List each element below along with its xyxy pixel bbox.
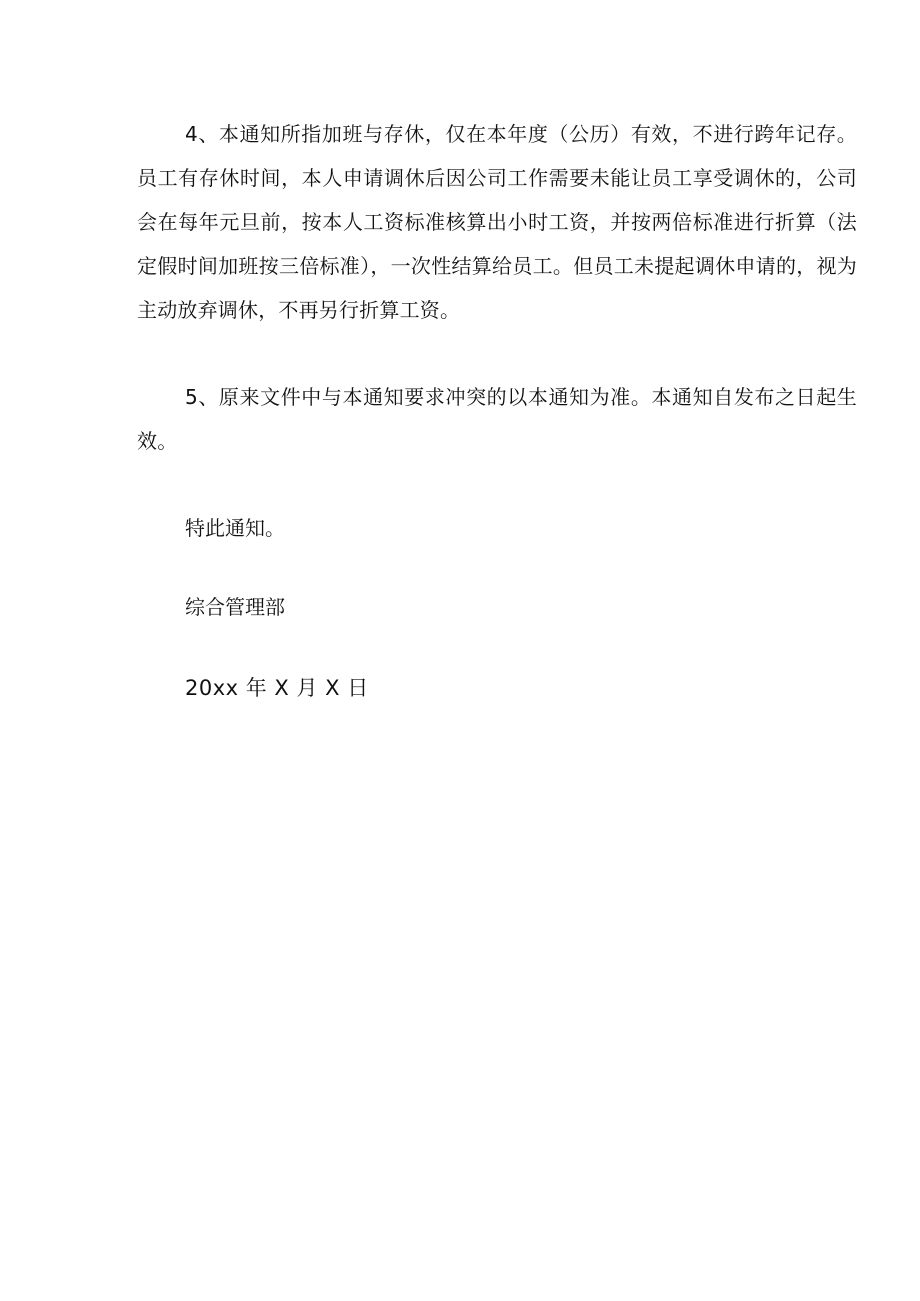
department-signature: 综合管理部 <box>185 595 285 619</box>
paragraph-spacer <box>137 463 857 506</box>
paragraph-item-4: 4、本通知所指加班与存休，仅在本年度（公历）有效，不进行跨年记存。员工有存休时间，本人申请调休后因公司工作需要未能让员工享受调休的，公司会在每年元旦前，按本人工资标准核算出小时工资，并按两倍标准进行折算（法定假时间加班按三倍标准），一次性结算给员工。但员工未提起调休申请的，视为主动放弃调休，不再另行折算工资。 <box>137 122 857 322</box>
document-date: 20xx 年 X 月 X 日 <box>185 676 369 700</box>
closing-line: 特此通知。 <box>185 516 285 540</box>
document-body <box>137 112 857 710</box>
paragraph-spacer <box>137 550 857 585</box>
paragraph-item-5: 5、原来文件中与本通知要求冲突的以本通知为准。本通知自发布之日起生效。 <box>137 385 857 453</box>
paragraph-spacer <box>137 629 857 666</box>
paragraph-spacer <box>137 332 857 375</box>
